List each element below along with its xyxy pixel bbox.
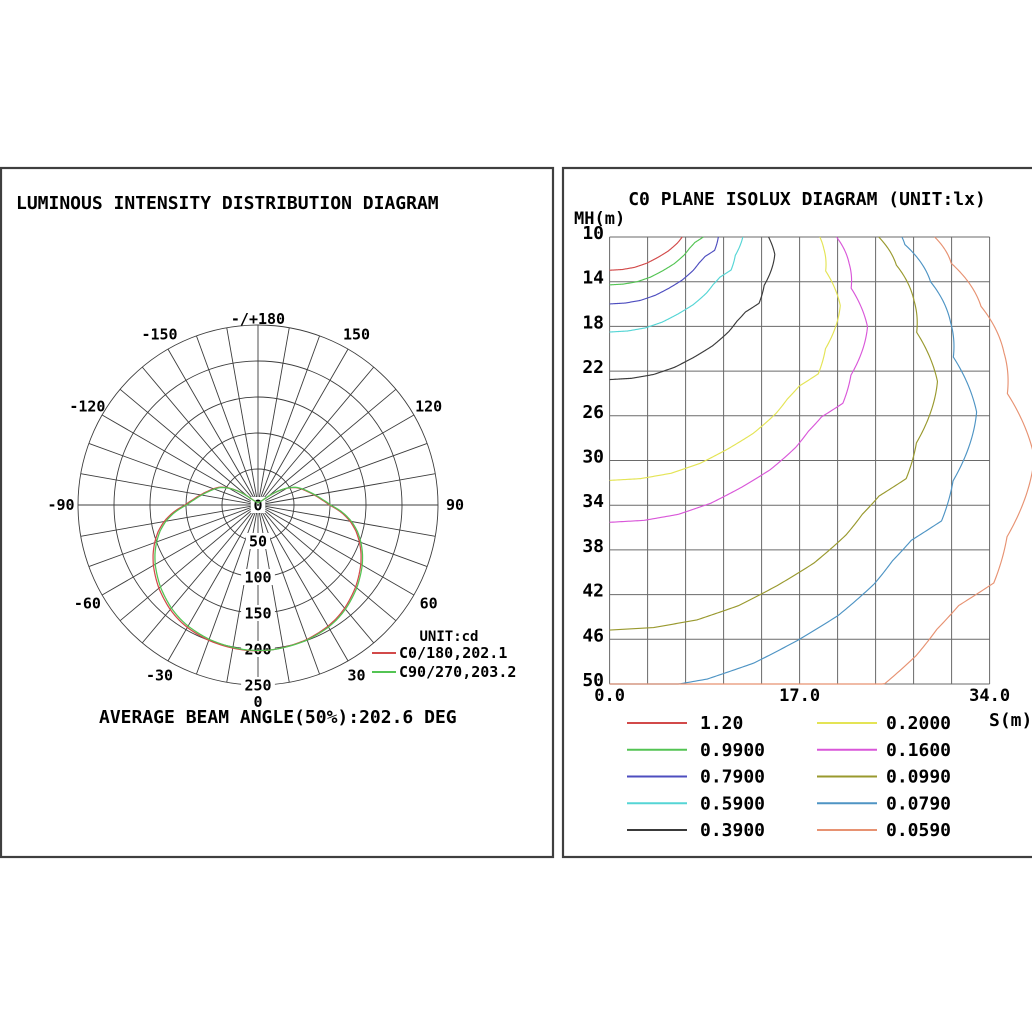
isolux-chart-title: C0 PLANE ISOLUX DIAGRAM (UNIT:lx) [628,189,986,210]
polar-angle-tick-label: -90 [47,496,75,514]
polar-angle-tick-label: -150 [141,325,178,344]
right-panel-border [563,168,1032,857]
polar-radial-tick-label: 0 [253,496,263,515]
polar-radial-tick-label: 250 [244,676,272,695]
polar-angle-tick-label: 150 [342,325,371,344]
isolux-legend [627,713,951,841]
polar-angle-tick-label: 0 [253,693,263,711]
iso-legend-label: 0.0590 [886,820,952,841]
iso-x-tick-label: 17.0 [779,686,821,706]
iso-x-tick-label: 34.0 [969,686,1011,706]
iso-y-tick-label: 38 [582,535,604,557]
polar-angle-tick-label: 30 [347,666,366,685]
iso-y-tick-label: 14 [582,267,604,289]
left-panel-border [1,168,553,857]
iso-x-axis-label: S(m) [989,710,1032,731]
iso-legend-label: 0.2000 [886,713,952,734]
iso-y-tick-label: 42 [582,580,604,602]
polar-radial-tick-label: 150 [244,604,272,623]
polar-angle-tick-label: -60 [73,594,101,613]
iso-y-tick-label: 26 [582,401,604,423]
iso-y-tick-label: 18 [582,312,604,334]
iso-y-axis-label: MH(m) [574,209,626,229]
iso-legend-label: 0.7900 [700,766,766,788]
iso-y-tick-label: 30 [582,446,604,468]
iso-y-tick-label: 22 [582,357,604,379]
polar-angle-tick-label: -/+180 [230,310,286,328]
polar-angle-tick-label: -120 [69,397,106,416]
iso-y-tick-label: 46 [582,625,604,647]
iso-contour-0.3900 [610,237,775,380]
polar-angle-tick-label: -30 [145,666,174,685]
iso-y-tick-label: 10 [582,223,604,244]
iso-legend-label: 1.20 [700,713,744,734]
polar-legend-label: C0/180,202.1 [399,644,508,662]
iso-contour-0.9900 [610,237,704,285]
average-beam-angle-label: AVERAGE BEAM ANGLE(50%):202.6 DEG [99,707,457,728]
iso-legend-label: 0.9900 [700,739,766,761]
polar-radial-tick-label: 200 [244,640,272,659]
polar-chart-title: LUMINOUS INTENSITY DISTRIBUTION DIAGRAM [16,193,439,214]
polar-angle-tick-label: 90 [445,496,465,514]
iso-legend-label: 0.3900 [700,820,766,841]
polar-radial-tick-label: 50 [248,532,268,551]
isolux-tick-labels [582,223,1010,706]
iso-legend-label: 0.0990 [886,766,952,788]
iso-legend-label: 0.1600 [886,739,952,761]
iso-legend-label: 0.0790 [886,793,952,815]
polar-legend-label: C90/270,203.2 [399,663,517,681]
iso-contour-0.0990 [610,237,938,630]
polar-angle-tick-label: 120 [415,397,443,416]
iso-x-tick-label: 0.0 [594,686,625,706]
iso-contour-0.1600 [610,237,868,522]
iso-legend-label: 0.5900 [700,793,766,815]
iso-y-tick-label: 34 [582,491,604,513]
polar-legend [372,644,516,681]
iso-y-tick-label: 50 [582,670,604,691]
polar-radial-tick-label: 100 [244,568,272,587]
polar-angle-tick-label: 60 [419,594,438,613]
isolux-grid [610,237,990,684]
polar-unit-label: UNIT:cd [419,629,479,645]
